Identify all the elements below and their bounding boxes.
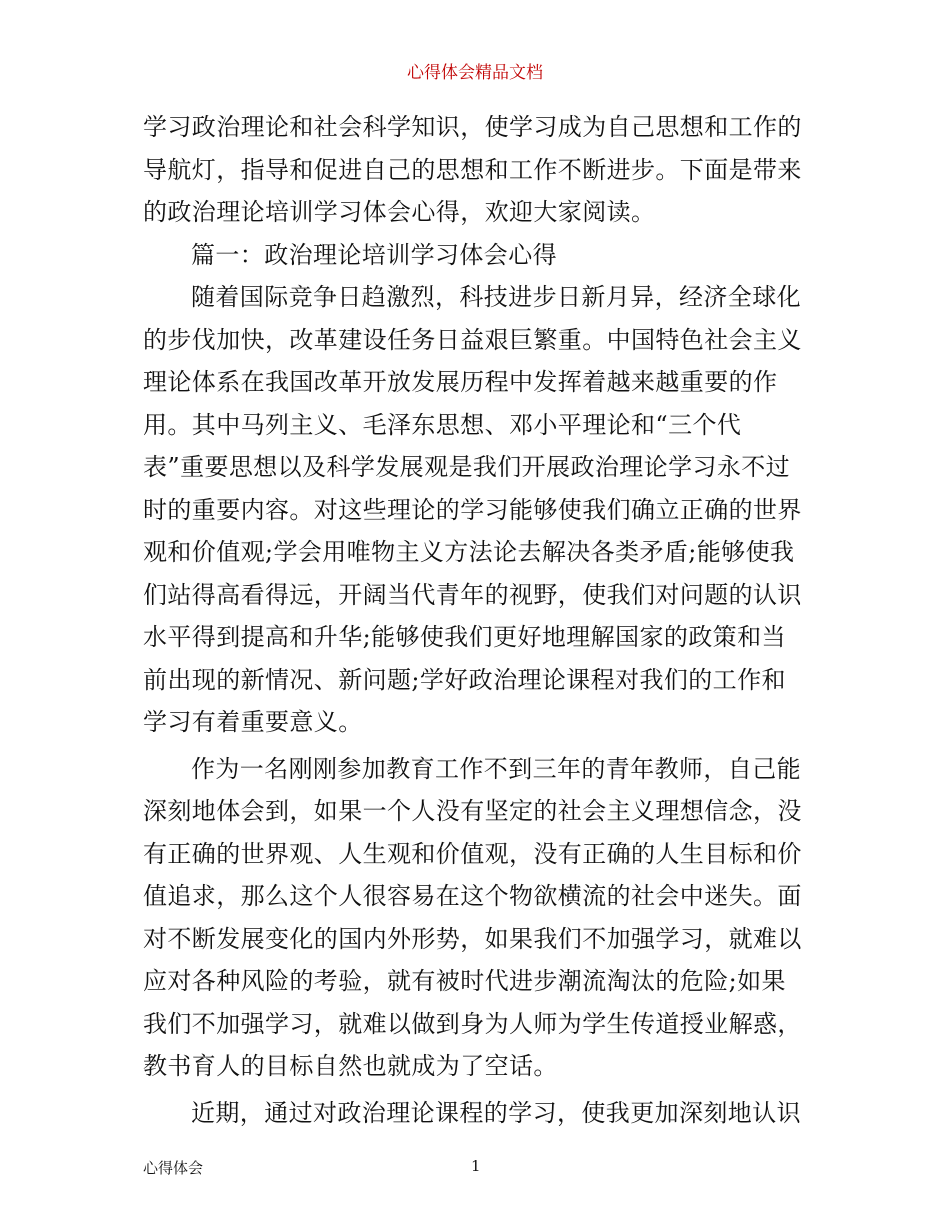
body-line: 应对各种风险的考验，就有被时代进步潮流淘汰的危险;如果 (143, 967, 786, 995)
body-line: 理论体系在我国改革开放发展历程中发挥着越来越重要的作 (143, 368, 778, 396)
section-heading: 篇一：政治理论培训学习体会心得 (191, 240, 557, 269)
body-line: 的步伐加快，改革建设任务日益艰巨繁重。中国特色社会主义 (143, 325, 802, 354)
body-line: 教书育人的目标自然也就成为了空话。 (143, 1052, 558, 1080)
body-line: 时的重要内容。对这些理论的学习能够使我们确立正确的世界 (143, 495, 802, 524)
body-line: 用。其中马列主义、毛泽东思想、邓小平理论和“三个代 (143, 410, 742, 439)
body-line: 作为一名刚刚参加教育工作不到三年的青年教师，自己能 (191, 754, 801, 783)
footer-label: 心得体会 (143, 1159, 204, 1177)
body-line: 我们不加强学习，就难以做到身为人师为学生传道授业解惑， (143, 1009, 802, 1038)
body-line: 值追求，那么这个人很容易在这个物欲横流的社会中迷失。面 (143, 882, 802, 910)
body-line: 观和价值观;学会用唯物主义方法论去解决各类矛盾;能够使我 (143, 538, 795, 566)
body-line: 水平得到提高和升华;能够使我们更好地理解国家的政策和当 (143, 623, 786, 651)
body-line: 学习政治理论和社会科学知识，使学习成为自己思想和工作的 (143, 113, 802, 141)
body-line: 学习有着重要意义。 (143, 708, 363, 736)
body-line: 表”重要思想以及科学发展观是我们开展政治理论学习永不过 (143, 453, 791, 481)
body-line: 导航灯，指导和促进自己的思想和工作不断进步。下面是带来 (143, 155, 802, 184)
body-line: 深刻地体会到，如果一个人没有坚定的社会主义理想信念，没 (143, 797, 802, 825)
body-line: 随着国际竞争日趋激烈，科技进步日新月异，经济全球化 (191, 283, 801, 311)
document-header-title: 心得体会精品文档 (407, 63, 543, 83)
body-line: 的政治理论培训学习体会心得，欢迎大家阅读。 (143, 198, 656, 226)
body-line: 近期，通过对政治理论课程的学习，使我更加深刻地认识 (191, 1098, 801, 1127)
page-number: 1 (471, 1157, 481, 1175)
body-line: 前出现的新情况、新问题;学好政治理论课程对我们的工作和 (143, 665, 786, 694)
body-line: 有正确的世界观、人生观和价值观，没有正确的人生目标和价 (143, 839, 802, 868)
document-body (143, 106, 823, 1134)
body-line: 对不断发展变化的国内外形势，如果我们不加强学习，就难以 (143, 924, 802, 953)
body-line: 们站得高看得远，开阔当代青年的视野，使我们对问题的认识 (143, 580, 802, 609)
